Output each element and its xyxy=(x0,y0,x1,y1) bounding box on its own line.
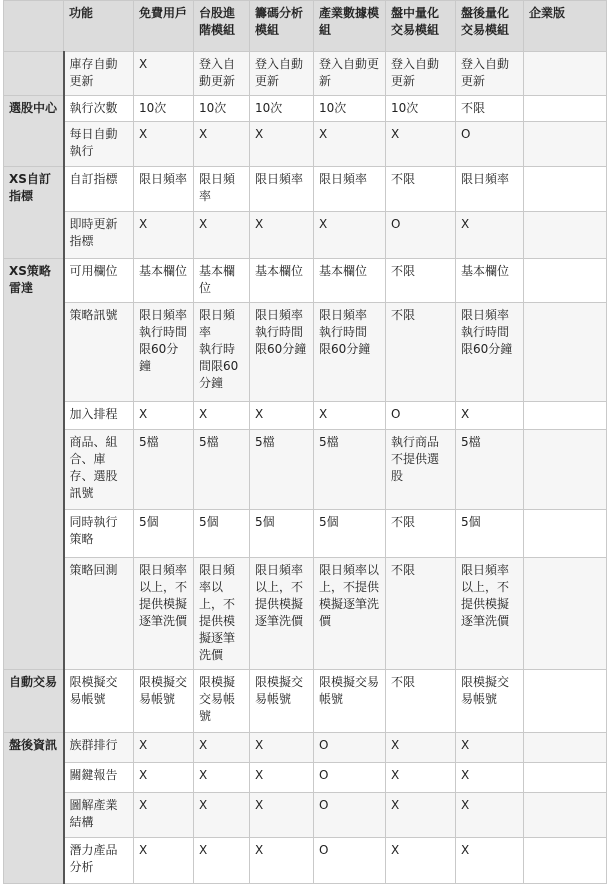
value-cell-afterhours-quant: 限日頻率 xyxy=(456,167,524,212)
value-cell-chip-analysis: 基本欄位 xyxy=(250,259,314,303)
column-header-category xyxy=(4,1,64,52)
plan-comparison-table xyxy=(3,0,607,884)
value-cell-chip-analysis: 限日頻率 執行時間 限60分鐘 xyxy=(250,303,314,402)
value-cell-chip-analysis: X xyxy=(250,402,314,430)
value-cell-afterhours-quant: O xyxy=(456,122,524,167)
value-cell-free-user: 限日頻率以上，不提供模擬逐筆洗價 xyxy=(134,558,194,670)
value-cell-chip-analysis: 5個 xyxy=(250,510,314,558)
column-header-intraday-quant: 盤中量化交易模組 xyxy=(386,1,456,52)
value-cell-enterprise xyxy=(524,122,607,167)
value-cell-industry-data: 限日頻率 執行時間 限60分鐘 xyxy=(314,303,386,402)
table-row xyxy=(4,430,607,510)
value-cell-chip-analysis: X xyxy=(250,838,314,884)
table-row xyxy=(4,52,607,96)
value-cell-industry-data: 登入自動更新 xyxy=(314,52,386,96)
table-row xyxy=(4,763,607,793)
value-cell-industry-data: 基本欄位 xyxy=(314,259,386,303)
value-cell-afterhours-quant: X xyxy=(456,212,524,259)
value-cell-tw-advanced: 限日頻率 xyxy=(194,167,250,212)
value-cell-afterhours-quant: 登入自動更新 xyxy=(456,52,524,96)
value-cell-chip-analysis: X xyxy=(250,122,314,167)
table-row xyxy=(4,793,607,838)
value-cell-intraday-quant: 10次 xyxy=(386,96,456,122)
value-cell-chip-analysis: X xyxy=(250,763,314,793)
value-cell-industry-data: X xyxy=(314,122,386,167)
value-cell-industry-data: 限日頻率以上，不提供模擬逐筆洗價 xyxy=(314,558,386,670)
value-cell-intraday-quant: O xyxy=(386,212,456,259)
value-cell-enterprise xyxy=(524,733,607,763)
value-cell-chip-analysis: 登入自動更新 xyxy=(250,52,314,96)
value-cell-afterhours-quant: 限日頻率 執行時間 限60分鐘 xyxy=(456,303,524,402)
table-row xyxy=(4,838,607,884)
value-cell-tw-advanced: X xyxy=(194,733,250,763)
category-cell: 自動交易 xyxy=(4,670,64,733)
table-row xyxy=(4,510,607,558)
feature-cell: 每日自動執行 xyxy=(64,122,134,167)
value-cell-tw-advanced: X xyxy=(194,212,250,259)
feature-cell: 即時更新指標 xyxy=(64,212,134,259)
value-cell-chip-analysis: 限日頻率以上，不提供模擬逐筆洗價 xyxy=(250,558,314,670)
value-cell-chip-analysis: 10次 xyxy=(250,96,314,122)
value-cell-tw-advanced: X xyxy=(194,838,250,884)
value-cell-industry-data: O xyxy=(314,733,386,763)
value-cell-intraday-quant: 執行商品不提供選股 xyxy=(386,430,456,510)
value-cell-tw-advanced: 5個 xyxy=(194,510,250,558)
value-cell-enterprise xyxy=(524,670,607,733)
category-cell xyxy=(4,52,64,96)
value-cell-free-user: 限日頻率 執行時間限60分鐘 xyxy=(134,303,194,402)
value-cell-enterprise xyxy=(524,763,607,793)
value-cell-enterprise xyxy=(524,96,607,122)
column-header-enterprise: 企業版 xyxy=(524,1,607,52)
value-cell-chip-analysis: X xyxy=(250,212,314,259)
value-cell-industry-data: X xyxy=(314,212,386,259)
value-cell-enterprise xyxy=(524,430,607,510)
table-row xyxy=(4,259,607,303)
table-row xyxy=(4,733,607,763)
value-cell-industry-data: O xyxy=(314,793,386,838)
value-cell-afterhours-quant: 5檔 xyxy=(456,430,524,510)
value-cell-intraday-quant: X xyxy=(386,733,456,763)
column-header-chip-analysis: 籌碼分析模組 xyxy=(250,1,314,52)
value-cell-free-user: 限模擬交易帳號 xyxy=(134,670,194,733)
value-cell-enterprise xyxy=(524,558,607,670)
value-cell-enterprise xyxy=(524,793,607,838)
feature-cell: 族群排行 xyxy=(64,733,134,763)
value-cell-tw-advanced: 限日頻率 執行時間限60分鐘 xyxy=(194,303,250,402)
value-cell-chip-analysis: 5檔 xyxy=(250,430,314,510)
value-cell-industry-data: 限日頻率 xyxy=(314,167,386,212)
value-cell-free-user: 10次 xyxy=(134,96,194,122)
value-cell-afterhours-quant: X xyxy=(456,763,524,793)
feature-cell: 自訂指標 xyxy=(64,167,134,212)
value-cell-afterhours-quant: X xyxy=(456,733,524,763)
value-cell-intraday-quant: 不限 xyxy=(386,670,456,733)
value-cell-tw-advanced: X xyxy=(194,793,250,838)
value-cell-intraday-quant: X xyxy=(386,793,456,838)
feature-cell: 策略訊號 xyxy=(64,303,134,402)
table-row xyxy=(4,402,607,430)
value-cell-intraday-quant: X xyxy=(386,122,456,167)
value-cell-free-user: X xyxy=(134,122,194,167)
feature-cell: 圖解產業結構 xyxy=(64,793,134,838)
feature-cell: 限模擬交易帳號 xyxy=(64,670,134,733)
value-cell-intraday-quant: 不限 xyxy=(386,167,456,212)
value-cell-free-user: X xyxy=(134,402,194,430)
column-header-free-user: 免費用戶 xyxy=(134,1,194,52)
value-cell-afterhours-quant: 限日頻率以上，不提供模擬逐筆洗價 xyxy=(456,558,524,670)
feature-cell: 執行次數 xyxy=(64,96,134,122)
value-cell-enterprise xyxy=(524,402,607,430)
value-cell-intraday-quant: 不限 xyxy=(386,558,456,670)
value-cell-tw-advanced: 限日頻率以上，不提供模擬逐筆洗價 xyxy=(194,558,250,670)
value-cell-industry-data: X xyxy=(314,402,386,430)
value-cell-free-user: 基本欄位 xyxy=(134,259,194,303)
value-cell-afterhours-quant: 5個 xyxy=(456,510,524,558)
feature-cell: 商品、組合、庫存、選股訊號 xyxy=(64,430,134,510)
feature-cell: 加入排程 xyxy=(64,402,134,430)
header-row xyxy=(4,1,607,52)
column-header-industry-data: 產業數據模組 xyxy=(314,1,386,52)
value-cell-intraday-quant: 不限 xyxy=(386,259,456,303)
value-cell-intraday-quant: 登入自動更新 xyxy=(386,52,456,96)
feature-cell: 潛力產品分析 xyxy=(64,838,134,884)
column-header-feature: 功能 xyxy=(64,1,134,52)
value-cell-intraday-quant: O xyxy=(386,402,456,430)
value-cell-tw-advanced: 限模擬交易帳號 xyxy=(194,670,250,733)
value-cell-free-user: 5檔 xyxy=(134,430,194,510)
value-cell-tw-advanced: X xyxy=(194,763,250,793)
feature-cell: 策略回測 xyxy=(64,558,134,670)
table-row xyxy=(4,670,607,733)
value-cell-industry-data: 限模擬交易帳號 xyxy=(314,670,386,733)
value-cell-chip-analysis: X xyxy=(250,733,314,763)
value-cell-industry-data: 5檔 xyxy=(314,430,386,510)
value-cell-industry-data: O xyxy=(314,838,386,884)
value-cell-tw-advanced: X xyxy=(194,122,250,167)
value-cell-enterprise xyxy=(524,52,607,96)
category-cell: 選股中心 xyxy=(4,96,64,167)
column-header-afterhours-quant: 盤後量化交易模組 xyxy=(456,1,524,52)
value-cell-tw-advanced: 基本欄位 xyxy=(194,259,250,303)
category-cell: XS自訂指標 xyxy=(4,167,64,259)
value-cell-free-user: X xyxy=(134,838,194,884)
value-cell-afterhours-quant: X xyxy=(456,838,524,884)
value-cell-intraday-quant: X xyxy=(386,763,456,793)
value-cell-enterprise xyxy=(524,838,607,884)
value-cell-enterprise xyxy=(524,510,607,558)
value-cell-industry-data: 5個 xyxy=(314,510,386,558)
value-cell-afterhours-quant: 限模擬交易帳號 xyxy=(456,670,524,733)
category-cell: 盤後資訊 xyxy=(4,733,64,884)
value-cell-chip-analysis: X xyxy=(250,793,314,838)
table-row xyxy=(4,558,607,670)
table-row xyxy=(4,303,607,402)
value-cell-intraday-quant: X xyxy=(386,838,456,884)
value-cell-afterhours-quant: X xyxy=(456,402,524,430)
value-cell-free-user: X xyxy=(134,212,194,259)
feature-cell: 可用欄位 xyxy=(64,259,134,303)
value-cell-tw-advanced: 10次 xyxy=(194,96,250,122)
value-cell-free-user: X xyxy=(134,793,194,838)
value-cell-tw-advanced: 5檔 xyxy=(194,430,250,510)
value-cell-intraday-quant: 不限 xyxy=(386,303,456,402)
table-row xyxy=(4,167,607,212)
value-cell-chip-analysis: 限模擬交易帳號 xyxy=(250,670,314,733)
value-cell-afterhours-quant: X xyxy=(456,793,524,838)
value-cell-free-user: 5個 xyxy=(134,510,194,558)
value-cell-enterprise xyxy=(524,167,607,212)
column-header-tw-advanced: 台股進階模組 xyxy=(194,1,250,52)
value-cell-tw-advanced: 登入自動更新 xyxy=(194,52,250,96)
value-cell-industry-data: O xyxy=(314,763,386,793)
value-cell-intraday-quant: 不限 xyxy=(386,510,456,558)
feature-cell: 關鍵報告 xyxy=(64,763,134,793)
feature-cell: 同時執行策略 xyxy=(64,510,134,558)
category-cell: XS策略雷達 xyxy=(4,259,64,670)
feature-cell: 庫存自動更新 xyxy=(64,52,134,96)
value-cell-tw-advanced: X xyxy=(194,402,250,430)
value-cell-afterhours-quant: 基本欄位 xyxy=(456,259,524,303)
table-row xyxy=(4,212,607,259)
value-cell-enterprise xyxy=(524,259,607,303)
value-cell-free-user: X xyxy=(134,52,194,96)
value-cell-enterprise xyxy=(524,303,607,402)
value-cell-free-user: X xyxy=(134,733,194,763)
value-cell-afterhours-quant: 不限 xyxy=(456,96,524,122)
value-cell-industry-data: 10次 xyxy=(314,96,386,122)
value-cell-free-user: 限日頻率 xyxy=(134,167,194,212)
value-cell-chip-analysis: 限日頻率 xyxy=(250,167,314,212)
table-row xyxy=(4,122,607,167)
value-cell-free-user: X xyxy=(134,763,194,793)
table-row xyxy=(4,96,607,122)
value-cell-enterprise xyxy=(524,212,607,259)
